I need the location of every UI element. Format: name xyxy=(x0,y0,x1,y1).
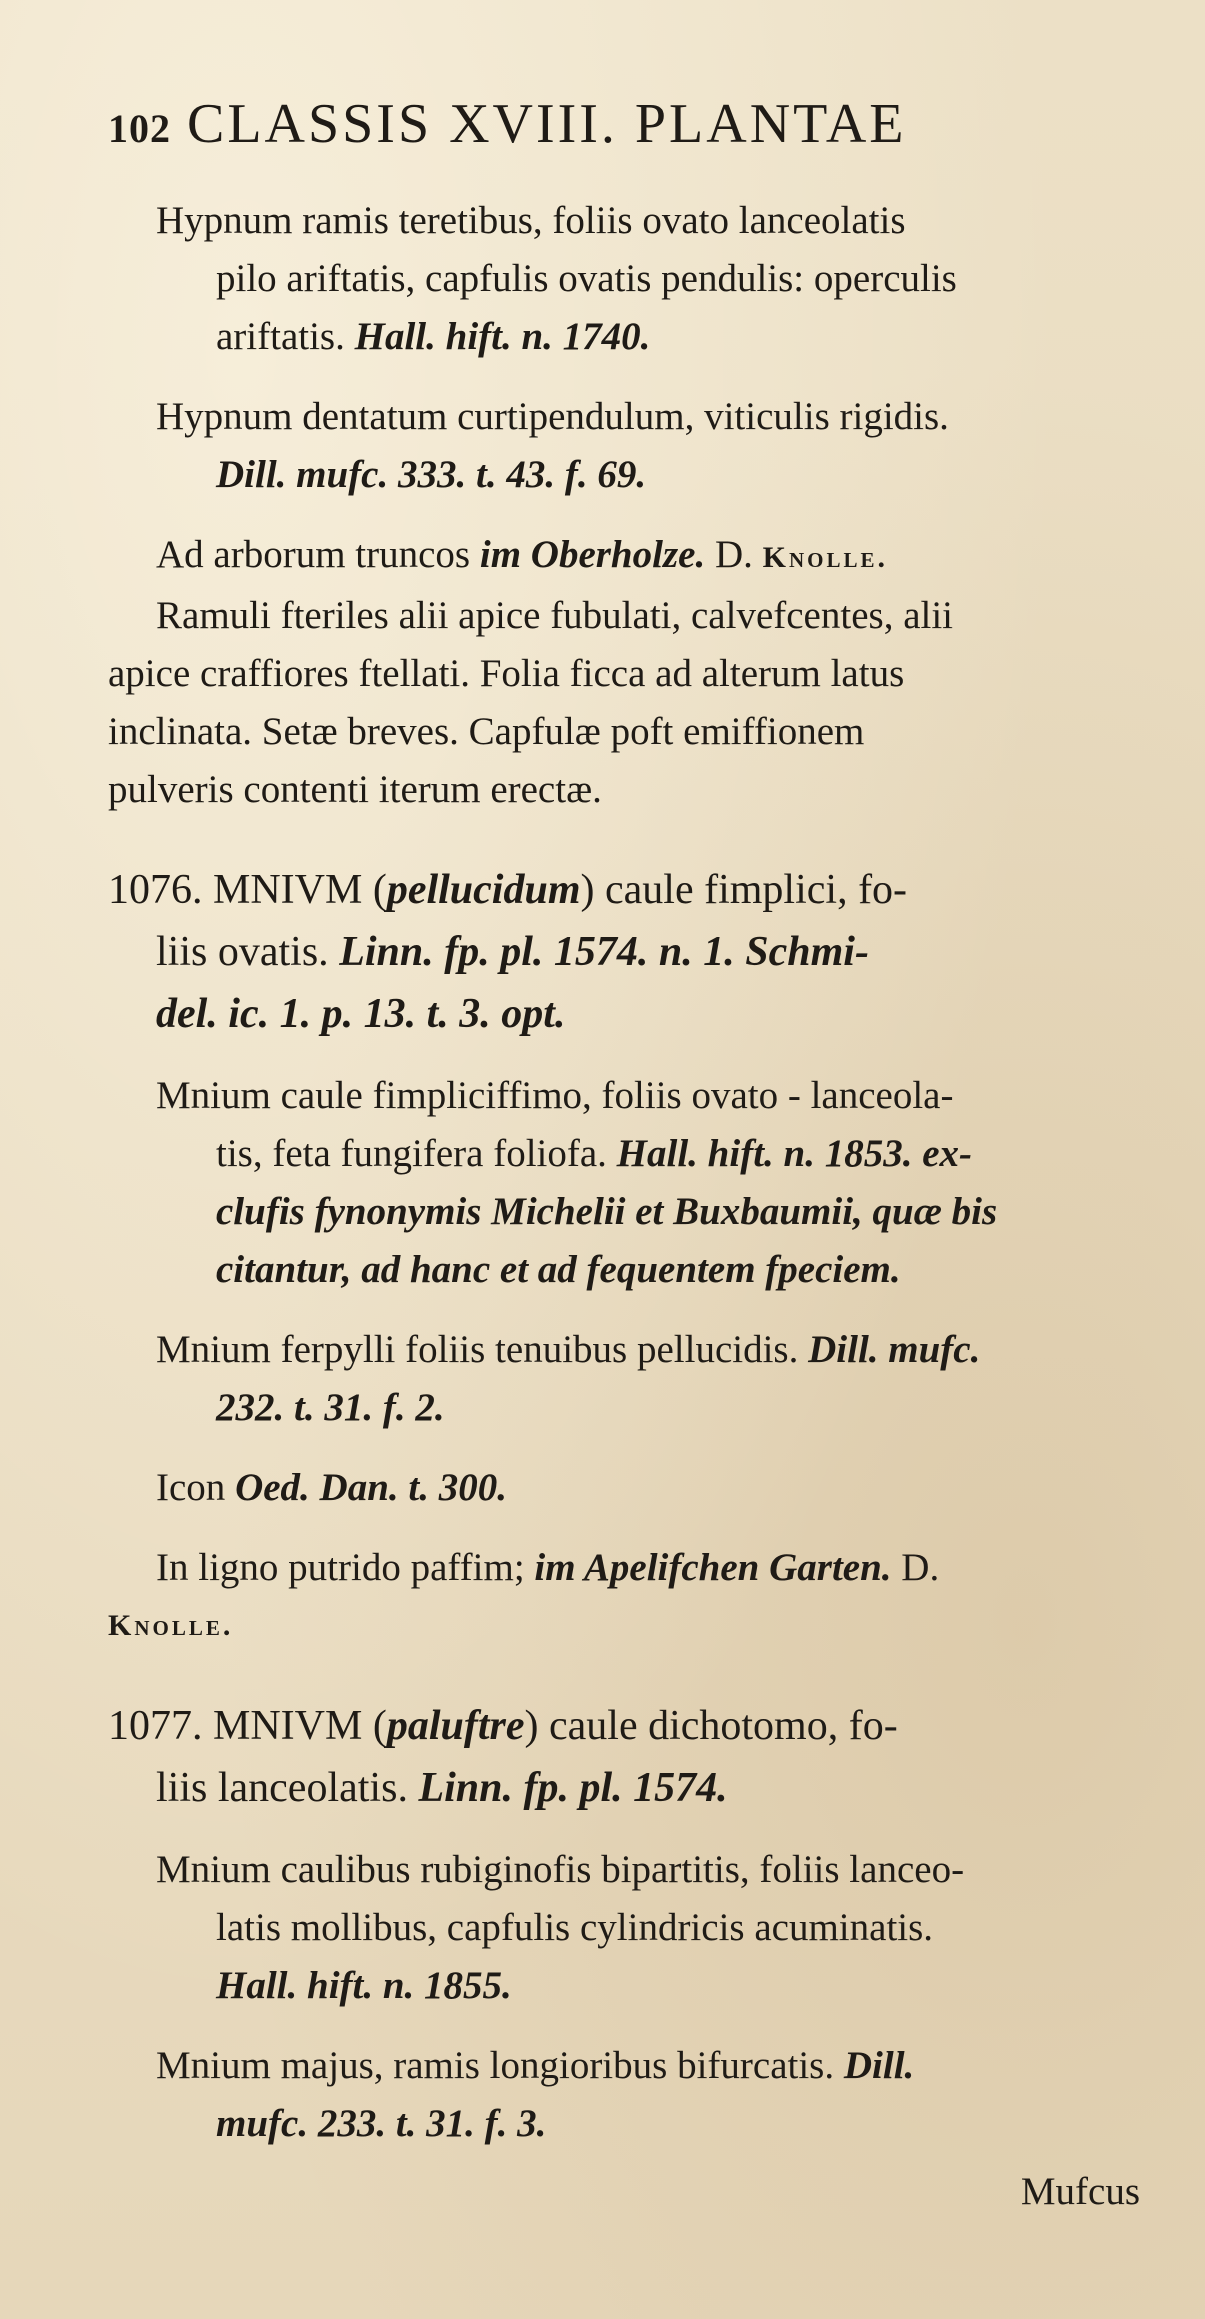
species-epithet: paluftre xyxy=(386,1703,525,1749)
citation: Dill. mufc. 333. t. 43. f. 69. xyxy=(216,453,647,496)
collector-name: Knolle. xyxy=(762,541,888,574)
citation: 232. t. 31. f. 2. xyxy=(216,1386,445,1429)
page-header xyxy=(108,92,1160,172)
text-line xyxy=(108,1459,1160,1517)
citation: Dill. xyxy=(843,2044,915,2087)
text-line xyxy=(108,1321,1160,1379)
locality: im Apelifchen Garten. xyxy=(534,1546,892,1589)
text-line: apice craffiores ftellati. Folia ficca ad alterum latus xyxy=(108,652,905,695)
collector-name: Knolle. xyxy=(108,1609,234,1642)
citation: Linn. fp. pl. 1574. n. 1. Schmi- xyxy=(339,929,869,975)
paragraph-mnium-caule xyxy=(108,1067,1160,1299)
paragraph-mnium-serpylli xyxy=(108,1321,1160,1437)
citation: Linn. fp. pl. 1574. xyxy=(418,1765,728,1811)
citation: Hall. hift. n. 1740. xyxy=(354,315,651,358)
text-line xyxy=(108,1125,1160,1183)
text-line xyxy=(108,921,1160,983)
text-line: Hypnum ramis teretibus, foliis ovato lanceolatis xyxy=(156,199,906,242)
text-line: latis mollibus, capfulis cylindricis acuminatis. xyxy=(216,1906,934,1949)
paragraph-hypnum-ramis xyxy=(108,192,1160,366)
citation: Oed. Dan. t. 300. xyxy=(235,1466,507,1509)
text-run: ) caule fimplici, fo- xyxy=(580,867,908,913)
text-run: In ligno putrido paffim; xyxy=(156,1546,535,1589)
text-line xyxy=(108,2037,1160,2095)
text-run: tis, feta fungifera foliofa. xyxy=(216,1132,617,1175)
text-line: pilo ariftatis, capfulis ovatis pendulis: operculis xyxy=(216,257,957,300)
locality: im Oberholze. xyxy=(479,533,706,576)
citation: Hall. hift. n. 1855. xyxy=(216,1964,512,2007)
text-run: ariftatis. xyxy=(216,315,355,358)
text-run: Mnium ferpylli foliis tenuibus pellucidis. xyxy=(156,1328,809,1371)
species-epithet: pellucidum xyxy=(386,867,581,913)
text-run: 1077. MNIVM ( xyxy=(108,1703,387,1749)
spacer xyxy=(108,504,1160,526)
paragraph-description-1075 xyxy=(108,587,1160,819)
text-line xyxy=(108,308,1160,366)
text-run: Mnium majus, ramis longioribus bifurcatis. xyxy=(156,2044,844,2087)
text-run: D. xyxy=(705,533,763,576)
text-run: 1076. MNIVM ( xyxy=(108,867,387,913)
entry-heading xyxy=(108,859,1160,921)
spacer xyxy=(108,1437,1160,1459)
paragraph-mnium-caulibus xyxy=(108,1841,1160,2015)
text-run: Ad arborum truncos xyxy=(156,533,480,576)
spacer xyxy=(108,1819,1160,1841)
text-run: Icon xyxy=(156,1466,236,1509)
citation: Hall. hift. n. 1853. ex- xyxy=(616,1132,973,1175)
text-line: inclinata. Setæ breves. Capfulæ poft emiffionem xyxy=(108,710,865,753)
entry-1076 xyxy=(108,859,1160,1045)
text-run: liis lanceolatis. xyxy=(156,1765,419,1811)
text-line xyxy=(108,1757,1160,1819)
running-title: CLASSIS XVIII. PLANTAE xyxy=(187,93,907,155)
page xyxy=(108,92,1160,2221)
entry-heading xyxy=(108,1695,1160,1757)
spacer xyxy=(108,1045,1160,1067)
text-line xyxy=(108,526,1160,587)
citation: clufis fynonymis Michelii et Buxbaumii, quæ bis xyxy=(216,1190,998,1233)
entry-1077 xyxy=(108,1695,1160,1819)
text-run: liis ovatis. xyxy=(156,929,340,975)
paragraph-hypnum-dentatum xyxy=(108,388,1160,504)
page-number: 102 xyxy=(108,106,171,151)
paragraph-habitat-1075 xyxy=(108,526,1160,587)
citation: citantur, ad hanc et ad fequentem fpeciem. xyxy=(216,1248,901,1291)
text-line: pulveris contenti iterum erectæ. xyxy=(108,768,602,811)
text-run: D. xyxy=(891,1546,940,1589)
citation: del. ic. 1. p. 13. t. 3. opt. xyxy=(156,991,566,1037)
text-line: Ramuli fteriles alii apice fubulati, calvefcentes, alii xyxy=(156,594,954,637)
spacer xyxy=(108,2015,1160,2037)
paragraph-mnium-majus xyxy=(108,2037,1160,2153)
spacer xyxy=(108,1299,1160,1321)
spacer xyxy=(108,1517,1160,1539)
spacer xyxy=(108,1655,1160,1695)
text-line xyxy=(108,1539,1160,1597)
text-line: Mnium caule fimpliciffimo, foliis ovato - lanceola- xyxy=(156,1074,954,1117)
spacer xyxy=(108,819,1160,859)
spacer xyxy=(108,366,1160,388)
text-run: ) caule dichotomo, fo- xyxy=(524,1703,898,1749)
catchword: Mufcus xyxy=(1020,2170,1140,2213)
citation: Dill. mufc. xyxy=(808,1328,981,1371)
paragraph-habitat-1076 xyxy=(108,1539,1160,1655)
citation: mufc. 233. t. 31. f. 3. xyxy=(216,2102,547,2145)
text-line: Mnium caulibus rubiginofis bipartitis, foliis lanceo- xyxy=(156,1848,965,1891)
text-line: Hypnum dentatum curtipendulum, viticulis rigidis. xyxy=(156,395,949,438)
paragraph-icon xyxy=(108,1459,1160,1517)
